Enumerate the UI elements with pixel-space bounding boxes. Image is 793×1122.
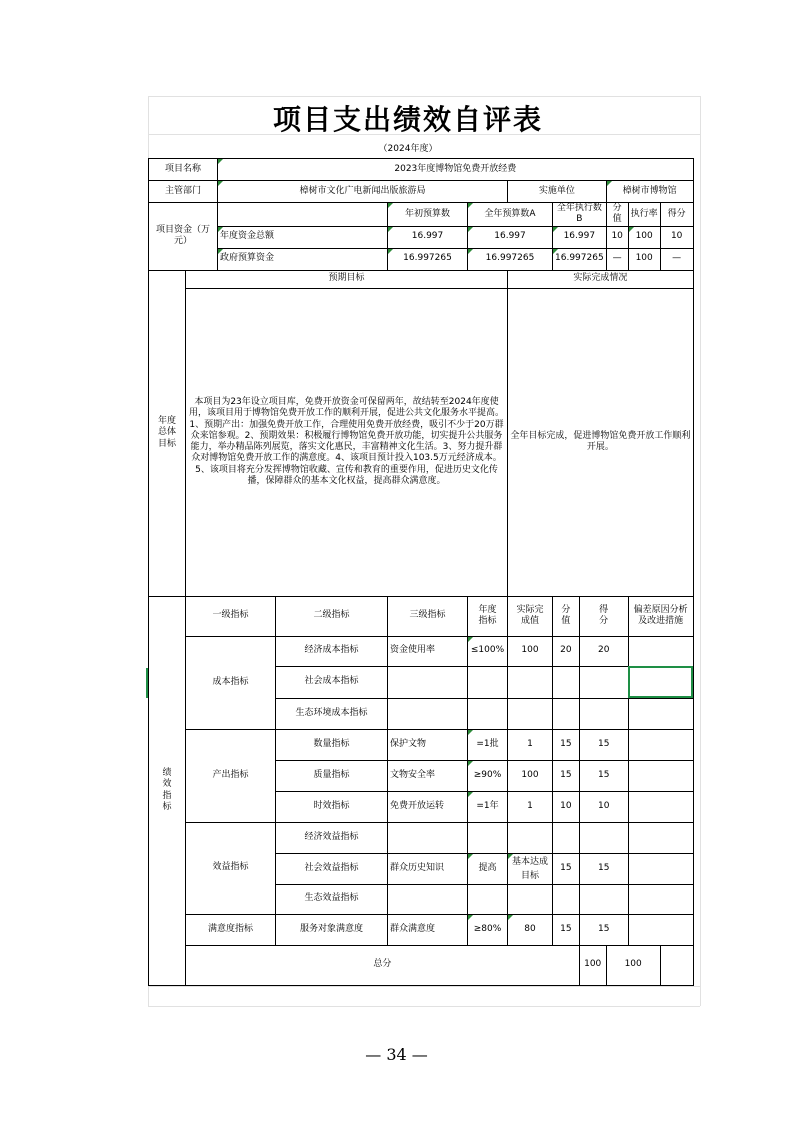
actual-cell[interactable]: [508, 666, 553, 698]
indicator-row: [149, 636, 694, 666]
note-cell[interactable]: [628, 791, 693, 822]
funds-gov-annual[interactable]: 16.997265: [468, 248, 553, 270]
score-cell[interactable]: [579, 698, 628, 729]
indicators-header-weight-text: 分值: [561, 604, 571, 626]
target-cell[interactable]: 提高: [468, 853, 508, 884]
funds-total-initial[interactable]: 16.997: [388, 226, 468, 248]
note-cell[interactable]: [628, 884, 693, 914]
weight-cell[interactable]: 15: [553, 760, 580, 791]
goals-actual-text[interactable]: 全年目标完成，促进博物馆免费开放工作顺利开展。: [508, 288, 694, 596]
goals-expected-text[interactable]: 本项目为23年设立项目库，免费开放资金可保留两年，故结转至2024年度使用，该项目用于博物馆免费开放工作的顺利开展，促进公共文化服务水平提高。1、预期产出：加强免费开放工作，合理使用免费开放经费，吸引不少于20万群众来馆参观。2、预期效果：积极履行博物馆免费开放功能，切实提升公共服务能力，举办精品陈列展览，落实文化惠民，丰富精神文化生活。3、努力提升群众对博物馆免费开放工作的满意度。4、该项目预计投入103.5万元经济成本。5、该项目将充分发挥博物馆收藏、宣传和教育的重要作用，促进历史文化传播，保障群众的基本文化权益，提高群众满意度。: [186, 288, 508, 596]
department-value[interactable]: 樟树市文化广电新闻出版旅游局: [218, 181, 508, 203]
actual-cell[interactable]: 基本达成目标: [508, 853, 553, 884]
note-cell-selected[interactable]: [628, 666, 693, 698]
actual-cell[interactable]: [508, 884, 553, 914]
level3-cell[interactable]: [388, 884, 468, 914]
note-cell[interactable]: [628, 822, 693, 853]
indicator-row: [149, 822, 694, 853]
funds-total-weight[interactable]: 10: [606, 226, 628, 248]
score-cell[interactable]: 10: [579, 791, 628, 822]
total-note[interactable]: [660, 945, 693, 985]
target-cell[interactable]: [468, 666, 508, 698]
funds-gov-row: [149, 248, 694, 270]
level3-cell[interactable]: 文物安全率: [388, 760, 468, 791]
funds-label: 项目资金（万元）: [149, 203, 218, 271]
score-cell[interactable]: [579, 884, 628, 914]
weight-cell[interactable]: 10: [553, 791, 580, 822]
note-cell[interactable]: [628, 636, 693, 666]
target-cell[interactable]: ≤100%: [468, 636, 508, 666]
weight-cell[interactable]: 20: [553, 636, 580, 666]
goals-header-row: [149, 270, 694, 288]
note-cell[interactable]: [628, 760, 693, 791]
indicators-header-weight: [553, 596, 580, 636]
level2-cell: 服务对象满意度: [276, 914, 388, 945]
level3-cell[interactable]: 保护文物: [388, 729, 468, 760]
funds-gov-initial[interactable]: 16.997265: [388, 248, 468, 270]
indicator-row: [149, 729, 694, 760]
funds-header-blank: [218, 203, 388, 227]
total-weight[interactable]: 100: [579, 945, 606, 985]
weight-cell[interactable]: [553, 822, 580, 853]
indicators-header-level1: 一级指标: [186, 596, 276, 636]
target-cell[interactable]: ≥90%: [468, 760, 508, 791]
weight-cell[interactable]: [553, 666, 580, 698]
total-row: [149, 945, 694, 985]
funds-gov-rate[interactable]: 100: [628, 248, 660, 270]
goals-label: [149, 270, 186, 596]
level3-cell[interactable]: 群众满意度: [388, 914, 468, 945]
level2-cell: 生态效益指标: [276, 884, 388, 914]
weight-cell[interactable]: [553, 884, 580, 914]
goals-actual-header: 实际完成情况: [508, 270, 694, 288]
target-cell[interactable]: [468, 698, 508, 729]
project-name-row: [149, 159, 694, 181]
year-note: （2024年度）: [378, 144, 438, 154]
indicators-label-text: 绩效指标: [162, 768, 172, 812]
actual-cell[interactable]: 80: [508, 914, 553, 945]
funds-header-rate: 执行率: [628, 203, 660, 227]
implementer-label: 实施单位: [508, 181, 607, 203]
note-cell[interactable]: [628, 914, 693, 945]
level3-cell[interactable]: 免费开放运转: [388, 791, 468, 822]
score-cell[interactable]: 20: [579, 636, 628, 666]
indicators-header-actual-text: 实际完成值: [516, 604, 544, 626]
level2-cell: 生态环境成本指标: [276, 698, 388, 729]
weight-cell[interactable]: 15: [553, 914, 580, 945]
project-name-value[interactable]: 2023年度博物馆免费开放经费: [218, 159, 694, 181]
funds-total-row: [149, 226, 694, 248]
level2-cell: 经济成本指标: [276, 636, 388, 666]
score-cell[interactable]: 15: [579, 853, 628, 884]
level1-output: 产出指标: [186, 729, 276, 822]
level3-cell[interactable]: 群众历史知识: [388, 853, 468, 884]
actual-cell[interactable]: 100: [508, 636, 553, 666]
funds-header-row: [149, 203, 694, 227]
score-cell[interactable]: 15: [579, 729, 628, 760]
indicators-label: [149, 596, 186, 985]
indicators-header-note: 偏差原因分析及改进措施: [628, 596, 693, 636]
target-cell[interactable]: [468, 884, 508, 914]
funds-header-executed: 全年执行数B: [553, 203, 607, 227]
funds-header-annual: 全年预算数A: [468, 203, 553, 227]
indicators-header-target: [468, 596, 508, 636]
indicators-header-row: [149, 596, 694, 636]
goals-expected-header: 预期目标: [186, 270, 508, 288]
target-cell[interactable]: =1年: [468, 791, 508, 822]
funds-total-score[interactable]: 10: [660, 226, 693, 248]
indicators-header-score: [579, 596, 628, 636]
actual-cell[interactable]: 100: [508, 760, 553, 791]
target-cell[interactable]: [468, 822, 508, 853]
indicators-header-level3: 三级指标: [388, 596, 468, 636]
level2-cell: 社会效益指标: [276, 853, 388, 884]
level2-cell: 质量指标: [276, 760, 388, 791]
total-label: 总分: [186, 945, 580, 985]
funds-header-initial: 年初预算数: [388, 203, 468, 227]
actual-cell[interactable]: [508, 822, 553, 853]
total-score[interactable]: 100: [606, 945, 660, 985]
page-number: — 34 —: [365, 1045, 428, 1064]
funds-total-label: 年度资金总额: [218, 226, 388, 248]
funds-gov-label: 政府预算资金: [218, 248, 388, 270]
funds-gov-executed[interactable]: 16.997265: [553, 248, 607, 270]
department-row: [149, 181, 694, 203]
level3-cell[interactable]: [388, 698, 468, 729]
actual-cell[interactable]: 1: [508, 729, 553, 760]
funds-total-rate[interactable]: 100: [628, 226, 660, 248]
actual-cell[interactable]: [508, 698, 553, 729]
evaluation-table: [148, 158, 694, 986]
implementer-value[interactable]: 樟树市博物馆: [606, 181, 693, 203]
score-cell[interactable]: 15: [579, 914, 628, 945]
indicator-row: [149, 914, 694, 945]
target-cell[interactable]: =1批: [468, 729, 508, 760]
indicators-header-level2: 二级指标: [276, 596, 388, 636]
level1-benefit: 效益指标: [186, 822, 276, 914]
note-cell[interactable]: [628, 729, 693, 760]
funds-gov-score[interactable]: —: [660, 248, 693, 270]
funds-total-annual[interactable]: 16.997: [468, 226, 553, 248]
level3-cell[interactable]: [388, 666, 468, 698]
level3-cell[interactable]: 资金使用率: [388, 636, 468, 666]
note-cell[interactable]: [628, 698, 693, 729]
level2-cell: 数量指标: [276, 729, 388, 760]
score-cell[interactable]: 15: [579, 760, 628, 791]
level2-cell: 经济效益指标: [276, 822, 388, 853]
score-cell[interactable]: [579, 822, 628, 853]
form-title: 项目支出绩效自评表: [272, 103, 543, 136]
note-cell[interactable]: [628, 853, 693, 884]
department-label: 主管部门: [149, 181, 218, 203]
actual-cell[interactable]: 1: [508, 791, 553, 822]
indicators-header-actual: [508, 596, 553, 636]
weight-cell[interactable]: 15: [553, 729, 580, 760]
indicators-header-score-text: 得分: [599, 604, 609, 626]
target-cell[interactable]: ≥80%: [468, 914, 508, 945]
level2-cell: 社会成本指标: [276, 666, 388, 698]
weight-cell[interactable]: [553, 698, 580, 729]
level2-cell: 时效指标: [276, 791, 388, 822]
level3-cell[interactable]: [388, 822, 468, 853]
funds-header-score: 得分: [660, 203, 693, 227]
level1-satisfaction: 满意度指标: [186, 914, 276, 945]
goals-content-row: [149, 288, 694, 596]
project-name-label: 项目名称: [149, 159, 218, 181]
funds-total-executed[interactable]: 16.997: [553, 226, 607, 248]
level1-cost: 成本指标: [186, 636, 276, 729]
goals-label-text: 年度总体目标: [157, 416, 176, 449]
indicators-header-target-text: 年度指标: [478, 604, 497, 626]
score-cell[interactable]: [579, 666, 628, 698]
funds-header-weight: 分值: [606, 203, 628, 227]
weight-cell[interactable]: 15: [553, 853, 580, 884]
funds-gov-weight[interactable]: —: [606, 248, 628, 270]
